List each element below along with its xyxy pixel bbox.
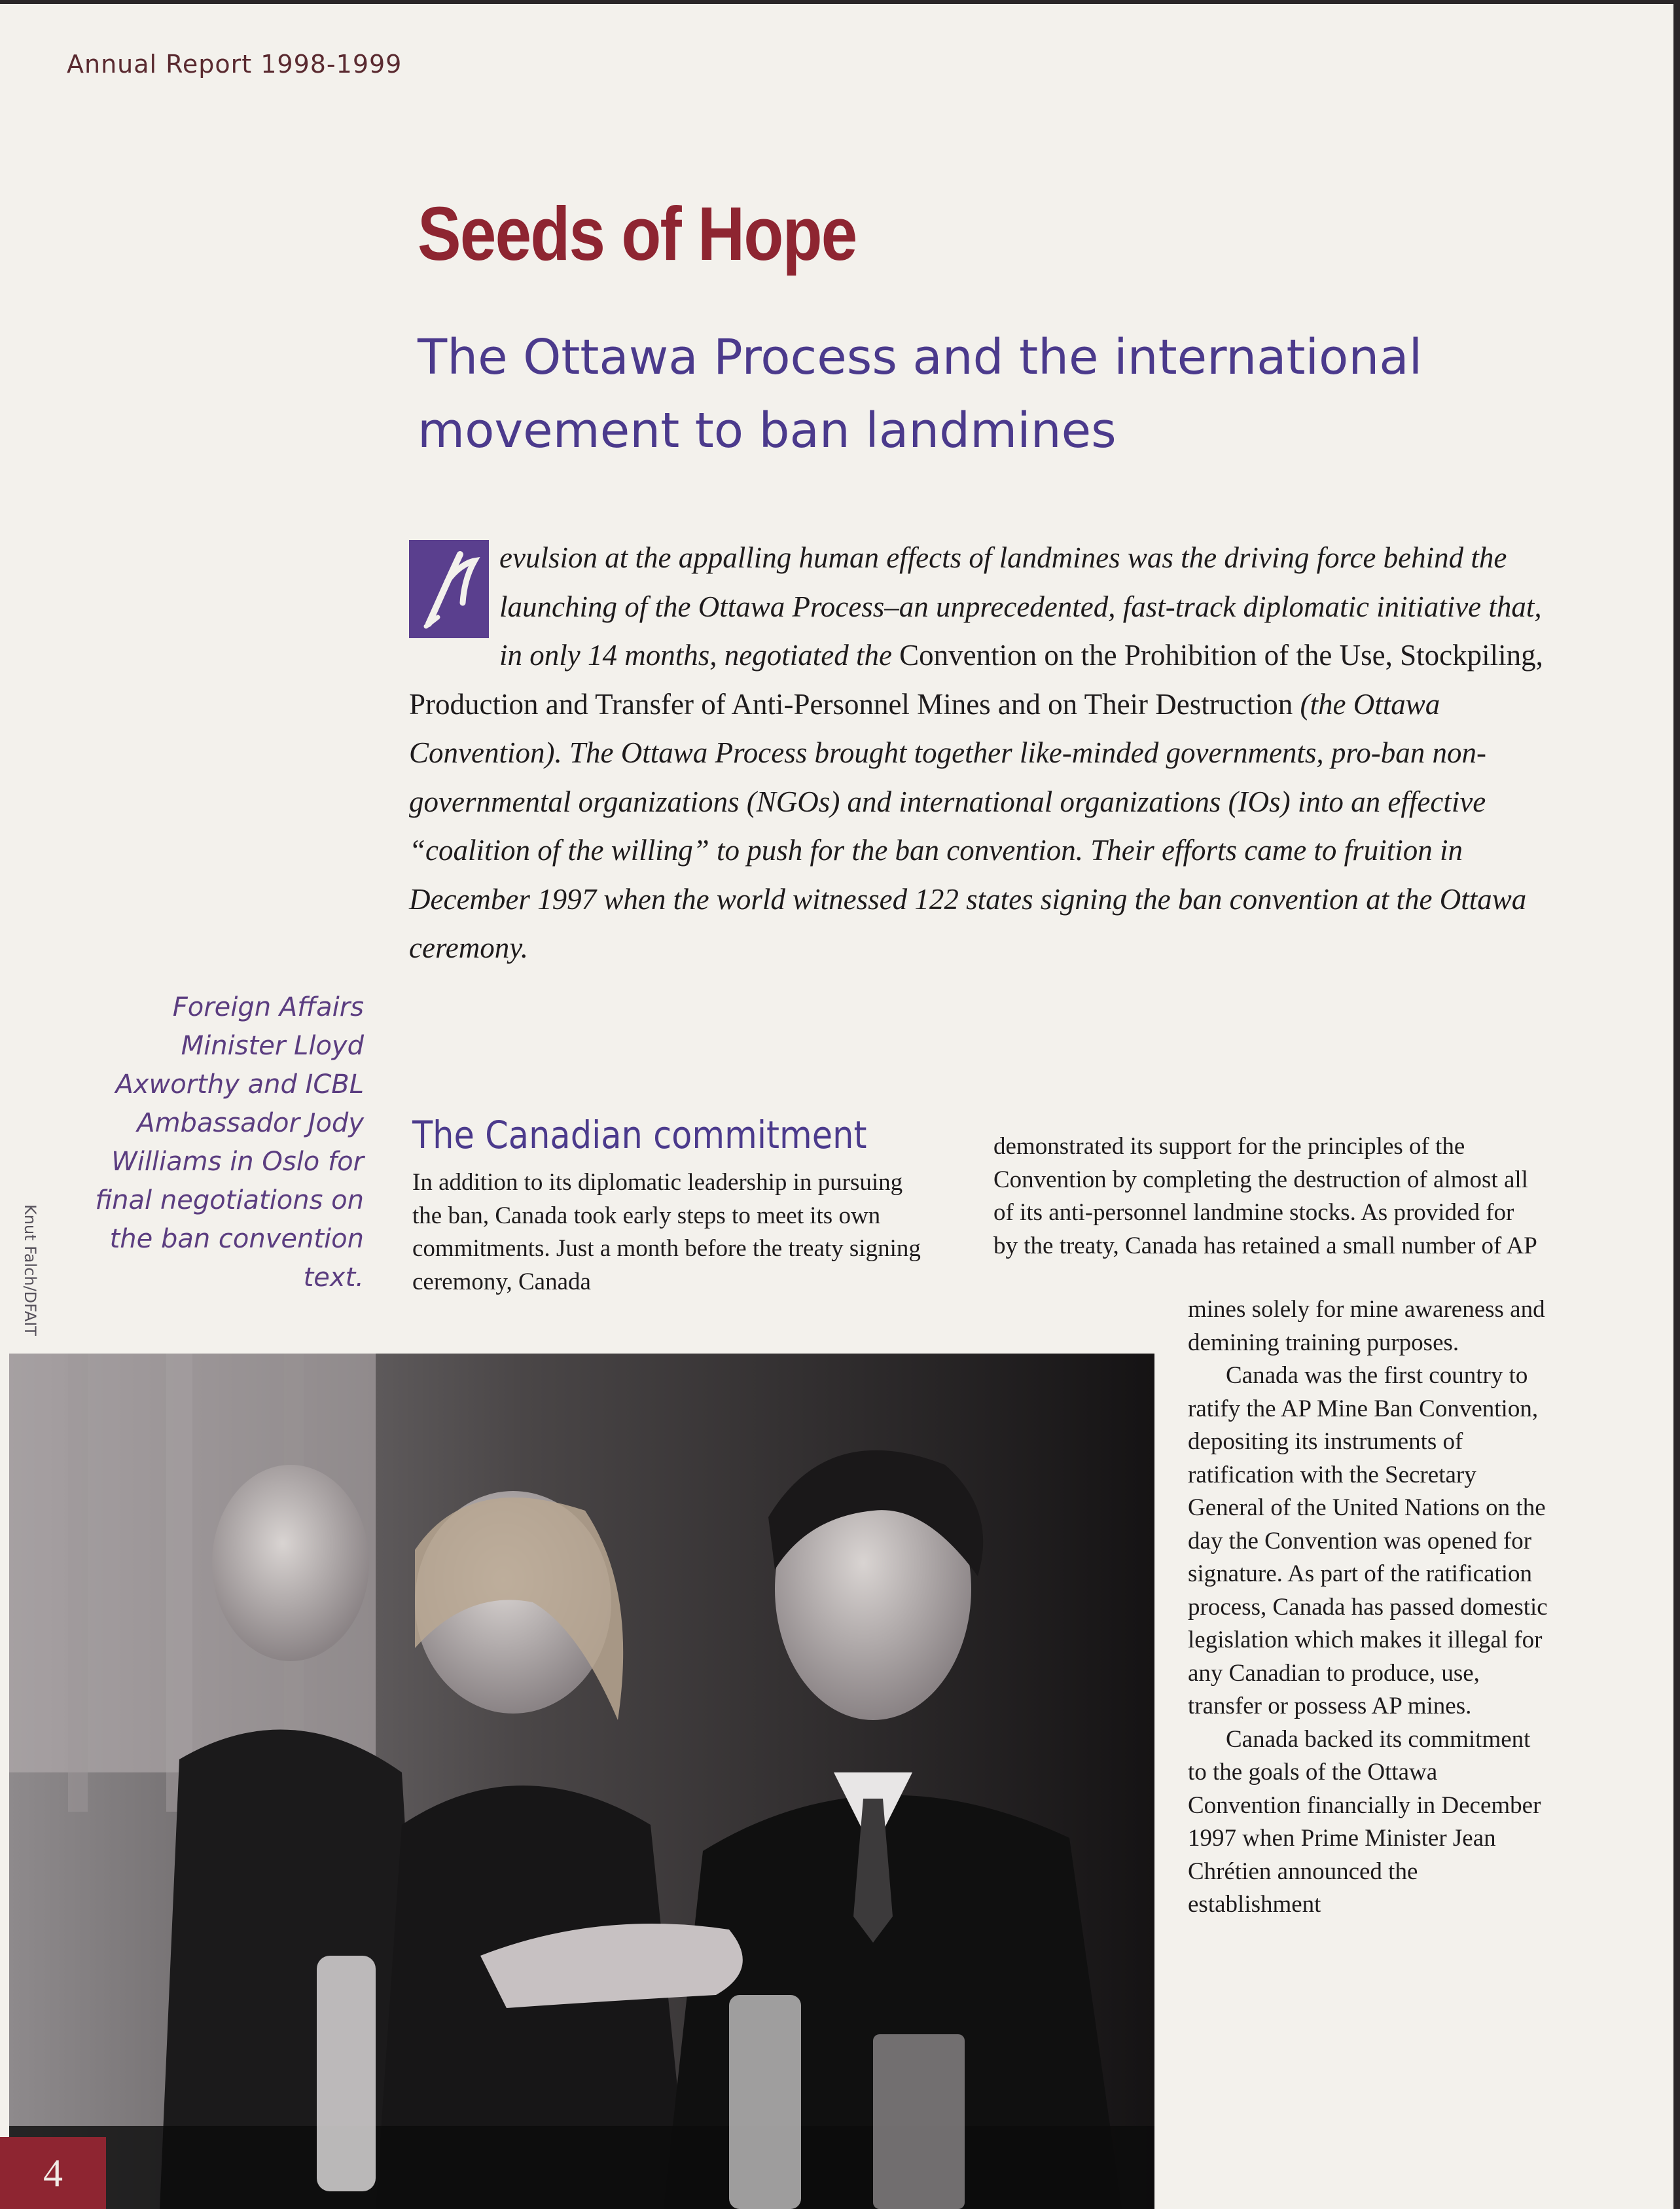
photo-caption: Foreign Affairs Minister Lloyd Axworthy and ICBL Ambassador Jody Williams in Oslo for final negotiations on the ban convention text. xyxy=(95,992,364,1293)
drop-cap-r-icon xyxy=(409,540,489,638)
negotiations-photo xyxy=(9,1354,1154,2209)
article-subtitle: The Ottawa Process and the international movement to ban landmines xyxy=(418,329,1423,459)
running-head: Annual Report 1998-1999 xyxy=(67,50,402,79)
body-paragraph: demonstrated its support for the principles of the Convention by completing the destruction of almost all of its anti-personnel landmine stocks. As provided for by the treaty, Canada has retained a small number of AP xyxy=(993,1133,1537,1259)
body-paragraph: Canada was the first country to ratify the AP Mine Ban Convention, depositing its instruments of ratification with the Secretary General of the United Nations on the day the Convention was opened for signature. As part of the ratification process, Canada has passed domestic legislation which makes it illegal for any Canadian to produce, use, transfer or possess AP mines. xyxy=(1188,1362,1548,1719)
body-paragraph: In addition to its diplomatic leadership in pursuing the ban, Canada took early steps to meet its own commitments. Just a month before the treaty signing ceremony, Canada xyxy=(412,1169,921,1295)
intro-convention-name: Convention on the Prohibition of the Use, Stockpiling, Production and Transfer of Anti-Personnel Mines and on Their Destruction xyxy=(409,639,1543,721)
body-column-2 xyxy=(993,1130,1543,1263)
page-top-edge xyxy=(0,0,1680,4)
body-paragraph: Canada backed its commitment to the goals of the Ottawa Convention financially in December 1997 when Prime Minister Jean Chrétien announced the establishment xyxy=(1188,1725,1541,1918)
intro-paragraph xyxy=(409,533,1551,973)
intro-italic-tail: (the Ottawa Convention). The Ottawa Process brought together like-minded governments, pro-ban non-governmental organizations (NGOs) and international organizations (IOs) into an effective “coalition of the willing” to push for the ban convention. Their efforts came to fruition in December 1997 when the world witnessed 122 states signing the ban convention at the Ottawa ceremony. xyxy=(409,687,1527,964)
body-paragraph: mines solely for mine awareness and demining training purposes. xyxy=(1188,1296,1545,1356)
body-column-1 xyxy=(412,1166,936,1299)
page-binding-edge xyxy=(1673,0,1680,2209)
intro-italic-lead: evulsion at the appalling human effects of landmines was the driving force behind the launching of the Ottawa Process–an unprecedented, fast-track diplomatic initiative that, in only 14 months, negotiated the xyxy=(499,541,1542,672)
section-heading: The Canadian commitment xyxy=(412,1113,867,1157)
body-column-3 xyxy=(1188,1293,1554,1922)
photo-credit: Knut Falch/DFAIT xyxy=(21,1204,39,1336)
article-title: Seeds of Hope xyxy=(418,191,857,276)
page-number: 4 xyxy=(0,2137,106,2209)
